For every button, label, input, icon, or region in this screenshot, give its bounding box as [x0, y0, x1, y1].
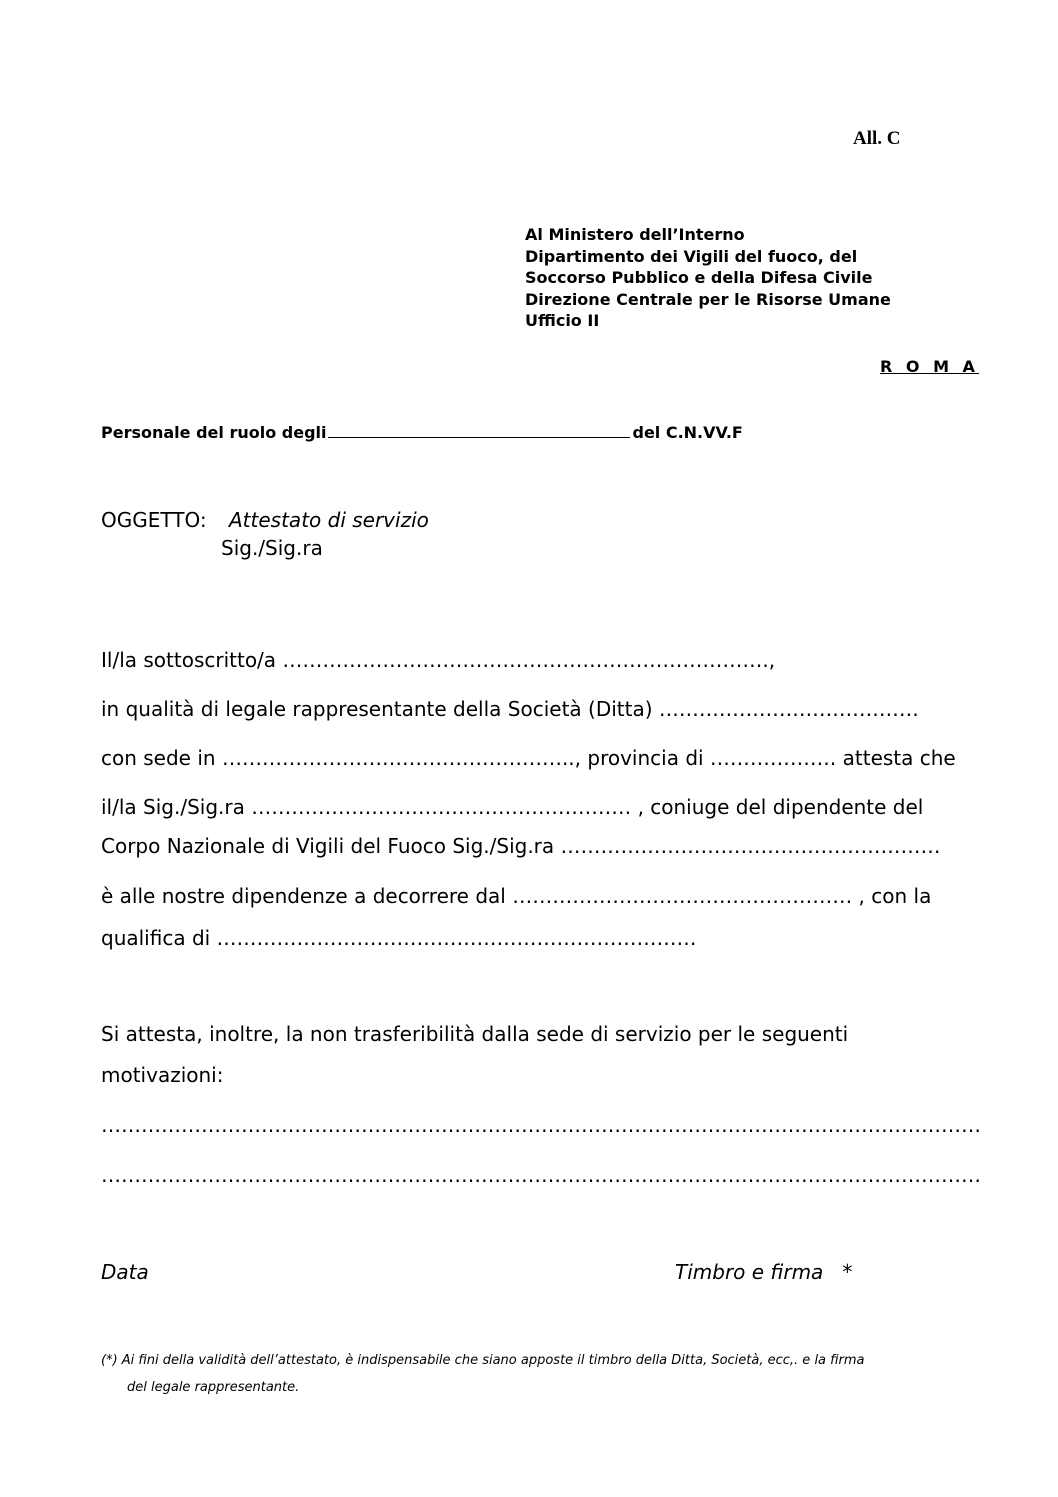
attestation-line: Si attesta, inoltre, la non trasferibilità dalla sede di servizio per le seguenti — [101, 1022, 849, 1046]
subject-person: Sig./Sig.ra — [221, 536, 323, 560]
body-line: Corpo Nazionale di Vigili del Fuoco Sig./Sig.ra ………………………………………………… — [101, 834, 941, 858]
dotted-line: …………………………………………………………………………………………………………………… — [101, 1113, 981, 1137]
staff-role-blank — [328, 423, 630, 438]
subject-label: OGGETTO: — [101, 508, 207, 532]
staff-role-prefix: Personale del ruolo degli — [101, 423, 327, 442]
footnote-line: (*) Ai fini della validità dell’attestato, è indispensabile che siano apposte il timbro della Ditta, Società, ecc,. e la firma — [101, 1353, 865, 1368]
staff-role-suffix: del C.N.VV.F — [632, 423, 743, 442]
stamp-signature-label: Timbro e firma * — [675, 1260, 853, 1284]
body-line: con sede in …………………………………………….., provincia di ………………. attesta che — [101, 746, 956, 770]
body-line: il/la Sig./Sig.ra ………………………………………………… , coniuge del dipendente del — [101, 795, 924, 819]
recipient-line: Soccorso Pubblico e della Difesa Civile — [525, 268, 873, 287]
recipient-line: Direzione Centrale per le Risorse Umane — [525, 290, 891, 309]
subject-title: Attestato di servizio — [229, 508, 429, 532]
attestation-line: motivazioni: — [101, 1063, 224, 1087]
date-label: Data — [101, 1260, 149, 1284]
recipient-line: Dipartimento dei Vigili del fuoco, del — [525, 247, 858, 266]
recipient-line: Ufficio II — [525, 311, 600, 330]
attachment-label: All. C — [853, 128, 901, 149]
dotted-line: …………………………………………………………………………………………………………………… — [101, 1163, 981, 1187]
body-line: in qualità di legale rappresentante della Società (Ditta) ………………………………… — [101, 697, 919, 721]
staff-role-line — [101, 423, 743, 442]
body-line: Il/la sottoscritto/a ………………………………………………………………., — [101, 648, 776, 672]
body-line: è alle nostre dipendenze a decorrere dal …………………………………………… , con la — [101, 884, 932, 908]
recipient-line: Al Ministero dell’Interno — [525, 225, 745, 244]
body-line: qualifica di ……………………………………………………………… — [101, 926, 697, 950]
footnote-line: del legale rappresentante. — [127, 1380, 300, 1395]
recipient-city: R O M A — [880, 357, 979, 376]
